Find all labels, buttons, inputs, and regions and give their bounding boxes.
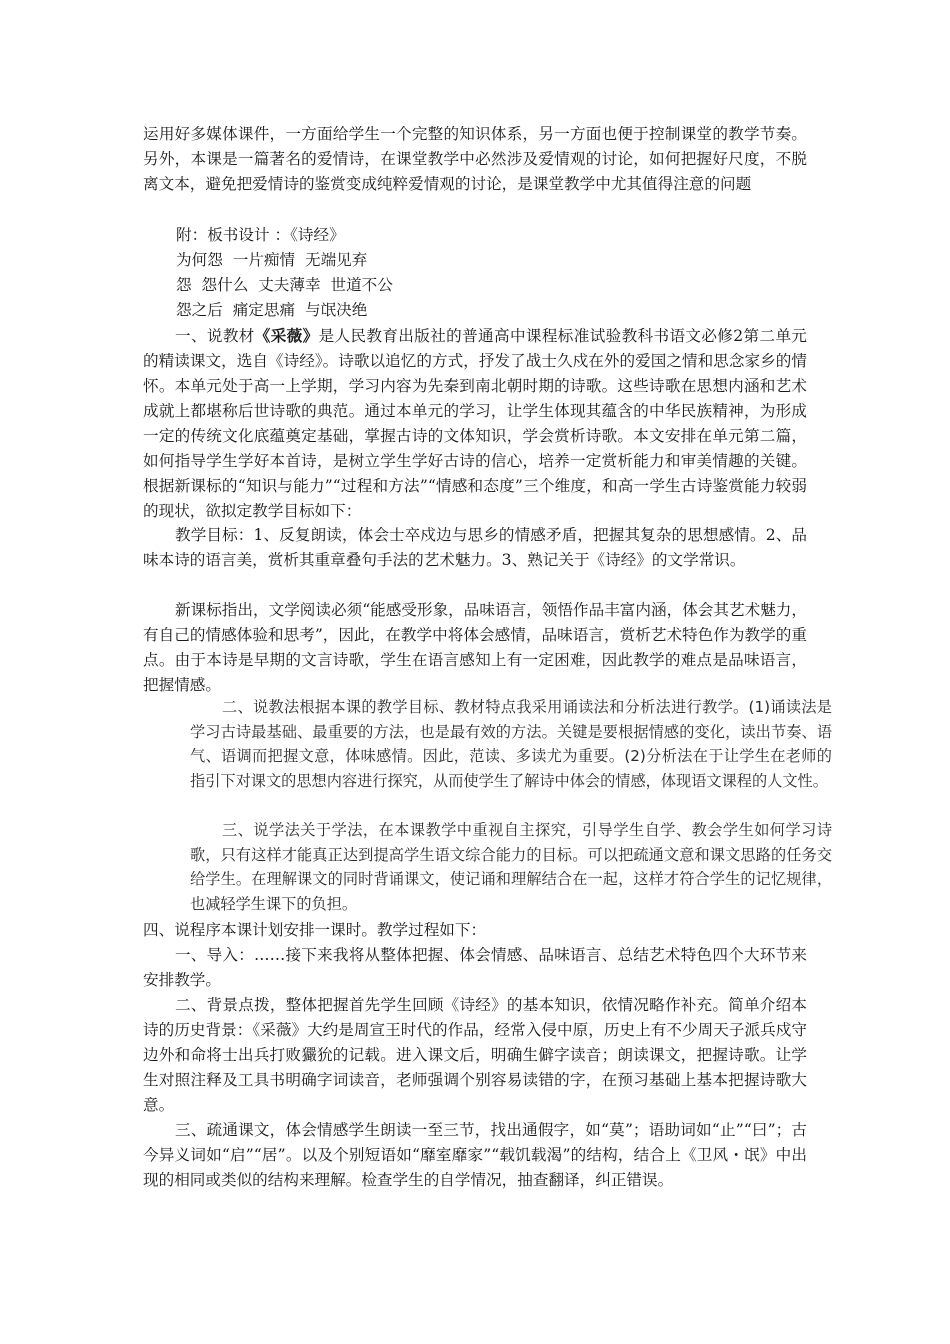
board-design-title: 附：板书设计 ：《诗经》 — [176, 226, 345, 244]
board-design-line-2: 怨 怨什么 丈夫薄幸 世道不公 — [176, 276, 393, 294]
section-procedure-heading: 四、说程序本课计划安排一课时。教学过程如下： — [143, 921, 487, 939]
section-textbook-lead: 一、说教材 — [175, 327, 255, 345]
section-textbook-body: 是人民教育出版社的普通高中课程标准试验教科书语文必修2第二单元的精读课文，选自《诗经》。诗歌以追忆的方式，抒发了战士久戍在外的爱国之情和思念家乡的情怀。本单元处于高一上学期，学习内容为先秦到南北朝时期的诗歌。这些诗歌在思想内涵和艺术成就上都堪称后世诗歌的典范。通过本单元的学习，让学生体现其蕴含的中华民族精神，为形成一定的传统文化底蕴奠定基础，掌握古诗的文体知识，学会赏析诗歌。本文安排在单元第二篇，如何指导学生学好本首诗，是树立学生学好古诗的信心，培养一定赏析能力和审美情趣的关键。根据新课标的“知识与能力”“过程和方法”“情感和态度”三个维度，和高一学生古诗鉴赏能力较弱的现状，欲拟定教学目标如下： — [143, 327, 807, 520]
teaching-goals-paragraph: 教学目标：1、反复朗读，体会士卒戍边与思乡的情感矛盾，把握其复杂的思想感情。2、品味本诗的语言美，赏析其重章叠句手法的艺术魅力。3、熟记关于《诗经》的文学常识。 — [143, 526, 807, 569]
step-text-study-paragraph: 三、疏通课文，体会情感学生朗读一至三节，找出通假字，如“莫”；语助词如“止”“曰”；古今异义词如“启”“居”。以及个别短语如“靡室靡家”“载饥载渴”的结构，结合上《卫风・氓》中出现的相同或类似的结构来理解。检查学生的自学情况，抽查翻译，纠正错误。 — [143, 1121, 807, 1189]
board-design-line-3: 怨之后 痛定思痛 与氓决绝 — [176, 301, 368, 319]
section-textbook-paragraph — [143, 323, 807, 524]
board-design-line-1: 为何怨 一片痴情 无端见弃 — [176, 251, 368, 269]
section-method-paragraph: 二、说教法根据本课的教学目标、教材特点我采用诵读法和分析法进行教学。(1)诵读法是学习古诗最基础、最重要的方法，也是最有效的方法。关键是要根据情感的变化，读出节奏、语气、语调而把握文意，体味感情。因此，范读、多读尤为重要。(2)分析法在于让学生在老师的指引下对课文的思想内容进行探究，从而使学生了解诗中体会的情感，体现语文课程的人文性。 — [190, 698, 832, 791]
section-study-method-paragraph: 三、说学法关于学法，在本课教学中重视自主探究，引导学生自学、教会学生如何学习诗歌，只有这样才能真正达到提高学生语文综合能力的目标。可以把疏通文意和课文思路的任务交给学生。在理解课文的同时背诵课文，使记诵和理解结合在一起，这样才符合学生的记忆规律，也减轻学生课下的负担。 — [190, 821, 832, 914]
poem-title: 《采薇》 — [254, 326, 319, 345]
intro-paragraph: 运用好多媒体课件，一方面给学生一个完整的知识体系，另一方面也便于控制课堂的教学节奏。另外，本课是一篇著名的爱情诗，在课堂教学中必然涉及爱情观的讨论，如何把握好尺度，不脱离文本，避免把爱情诗的鉴赏变成纯粹爱情观的讨论，是课堂教学中尤其值得注意的问题 — [143, 125, 807, 193]
key-points-paragraph: 新课标指出，文学阅读必须“能感受形象，品味语言，领悟作品丰富内涵，体会其艺术魅力，有自己的情感体验和思考”，因此，在教学中将体会感情，品味语言，赏析艺术特色作为教学的重点。由于本诗是早期的文言诗歌，学生在语言感知上有一定困难，因此教学的难点是品味语言，把握情感。 — [143, 601, 807, 694]
step-background-paragraph: 二、背景点拨，整体把握首先学生回顾《诗经》的基本知识，依情况略作补充。简单介绍本诗的历史背景：《采薇》大约是周宣王时代的作品，经常入侵中原，历史上有不少周天子派兵戍守边外和命将士出兵打败玁狁的记载。进入课文后，明确生僻字读音；朗读课文，把握诗歌。让学生对照注释及工具书明确字词读音，老师强调个别容易读错的字，在预习基础上基本把握诗歌大意。 — [143, 996, 807, 1114]
step-intro-paragraph: 一、导入：……接下来我将从整体把握、体会情感、品味语言、总结艺术特色四个大环节来安排教学。 — [143, 946, 807, 989]
